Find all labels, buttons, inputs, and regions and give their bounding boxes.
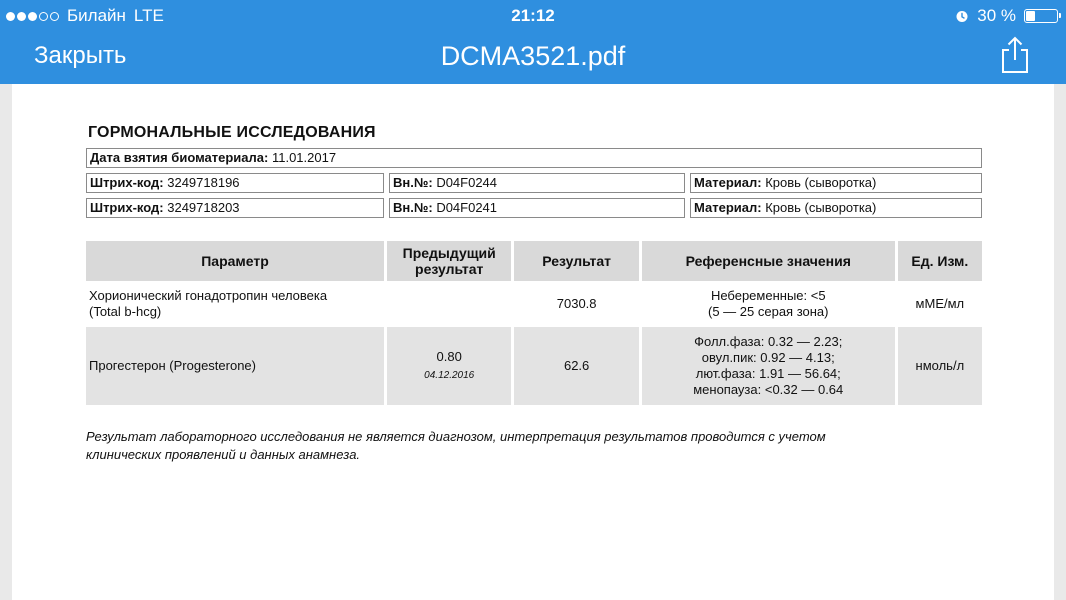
- alarm-icon: [955, 9, 969, 23]
- results-table: [83, 238, 985, 408]
- reference-cell: [642, 284, 895, 324]
- sample-row: [86, 173, 982, 193]
- material-value: Кровь (сыворотка): [765, 175, 877, 190]
- previous-result-value: 0.80: [436, 348, 462, 364]
- collection-date-label: Дата взятия биоматериала:: [90, 150, 269, 165]
- table-header-row: [86, 241, 982, 281]
- material-label: Материал:: [694, 200, 762, 215]
- reference-line: овул.пик: 0.92 — 4.13;: [701, 350, 835, 365]
- network-type: LTE: [133, 6, 164, 25]
- battery-level: [1026, 11, 1035, 21]
- material-label: Материал:: [694, 175, 762, 190]
- column-header-previous-line1: Предыдущий: [402, 245, 496, 261]
- status-bar: [0, 0, 1066, 32]
- collection-date-box: [86, 148, 982, 168]
- previous-result-cell: [387, 284, 511, 324]
- close-button[interactable]: Закрыть: [34, 42, 127, 69]
- status-right: [955, 6, 1058, 26]
- column-header-units: Ед. Изм.: [898, 241, 982, 281]
- column-header-parameter: Параметр: [86, 241, 384, 281]
- barcode-label: Штрих-код:: [90, 175, 164, 190]
- document-title: DCMA3521.pdf: [440, 41, 626, 71]
- reference-line: менопауза: <0.32 — 0.64: [693, 382, 844, 397]
- nav-bar: [0, 32, 1066, 84]
- reference-line: лют.фаза: 1.91 — 56.64;: [695, 366, 841, 381]
- internal-number-box: [389, 173, 685, 193]
- reference-line: (5 — 25 серая зона): [708, 304, 829, 319]
- column-header-previous: [387, 241, 511, 281]
- table-row: [86, 327, 982, 405]
- previous-result-cell: [387, 327, 511, 405]
- units-cell: нмоль/л: [898, 327, 982, 405]
- barcode-value: 3249718203: [167, 200, 240, 215]
- column-header-result: Результат: [514, 241, 638, 281]
- material-value: Кровь (сыворотка): [765, 200, 877, 215]
- reference-line: Фолл.фаза: 0.32 — 2.23;: [694, 334, 843, 349]
- column-header-previous-line2: результат: [415, 261, 484, 277]
- barcode-label: Штрих-код:: [90, 200, 164, 215]
- disclaimer-note: [86, 428, 946, 464]
- material-box: [690, 198, 982, 218]
- result-cell: 62.6: [514, 327, 638, 405]
- units-cell: мМЕ/мл: [915, 296, 965, 311]
- parameter-name: Хорионический гонадотропин человека: [89, 288, 328, 303]
- sample-row: [86, 198, 982, 218]
- disclaimer-line: Результат лабораторного исследования не является диагнозом, интерпретация результатов проводится с учетом: [86, 429, 826, 444]
- parameter-cell: Прогестерон (Progesterone): [86, 327, 384, 405]
- disclaimer-line: клинических проявлений и данных анамнеза.: [86, 447, 361, 462]
- lab-report: [86, 124, 982, 464]
- column-header-reference: Референсные значения: [642, 241, 895, 281]
- result-cell: 7030.8: [556, 296, 597, 311]
- status-time: 21:12: [511, 6, 555, 25]
- carrier-name: Билайн: [67, 6, 126, 25]
- battery-icon: [1024, 9, 1058, 23]
- battery-percent: 30 %: [977, 6, 1016, 25]
- collection-date-value: 11.01.2017: [271, 150, 337, 165]
- pdf-page: [12, 84, 1054, 600]
- share-icon[interactable]: [998, 35, 1032, 75]
- parameter-name-en: (Total b-hcg): [89, 304, 162, 319]
- report-title: ГОРМОНАЛЬНЫЕ ИССЛЕДОВАНИЯ: [88, 124, 376, 141]
- internal-number-label: Вн.№:: [393, 175, 433, 190]
- internal-number-label: Вн.№:: [393, 200, 433, 215]
- table-row: [86, 284, 982, 324]
- collection-date-row: [86, 148, 982, 168]
- parameter-cell: [86, 284, 384, 324]
- internal-number-value: D04F0241: [436, 200, 498, 215]
- barcode-value: 3249718196: [167, 175, 240, 190]
- material-box: [690, 173, 982, 193]
- previous-result-date: 04.12.2016: [424, 369, 475, 381]
- reference-cell: [642, 327, 895, 405]
- barcode-box: [86, 173, 384, 193]
- reference-line: Небеременные: <5: [710, 288, 826, 303]
- internal-number-box: [389, 198, 685, 218]
- barcode-box: [86, 198, 384, 218]
- internal-number-value: D04F0244: [436, 175, 498, 190]
